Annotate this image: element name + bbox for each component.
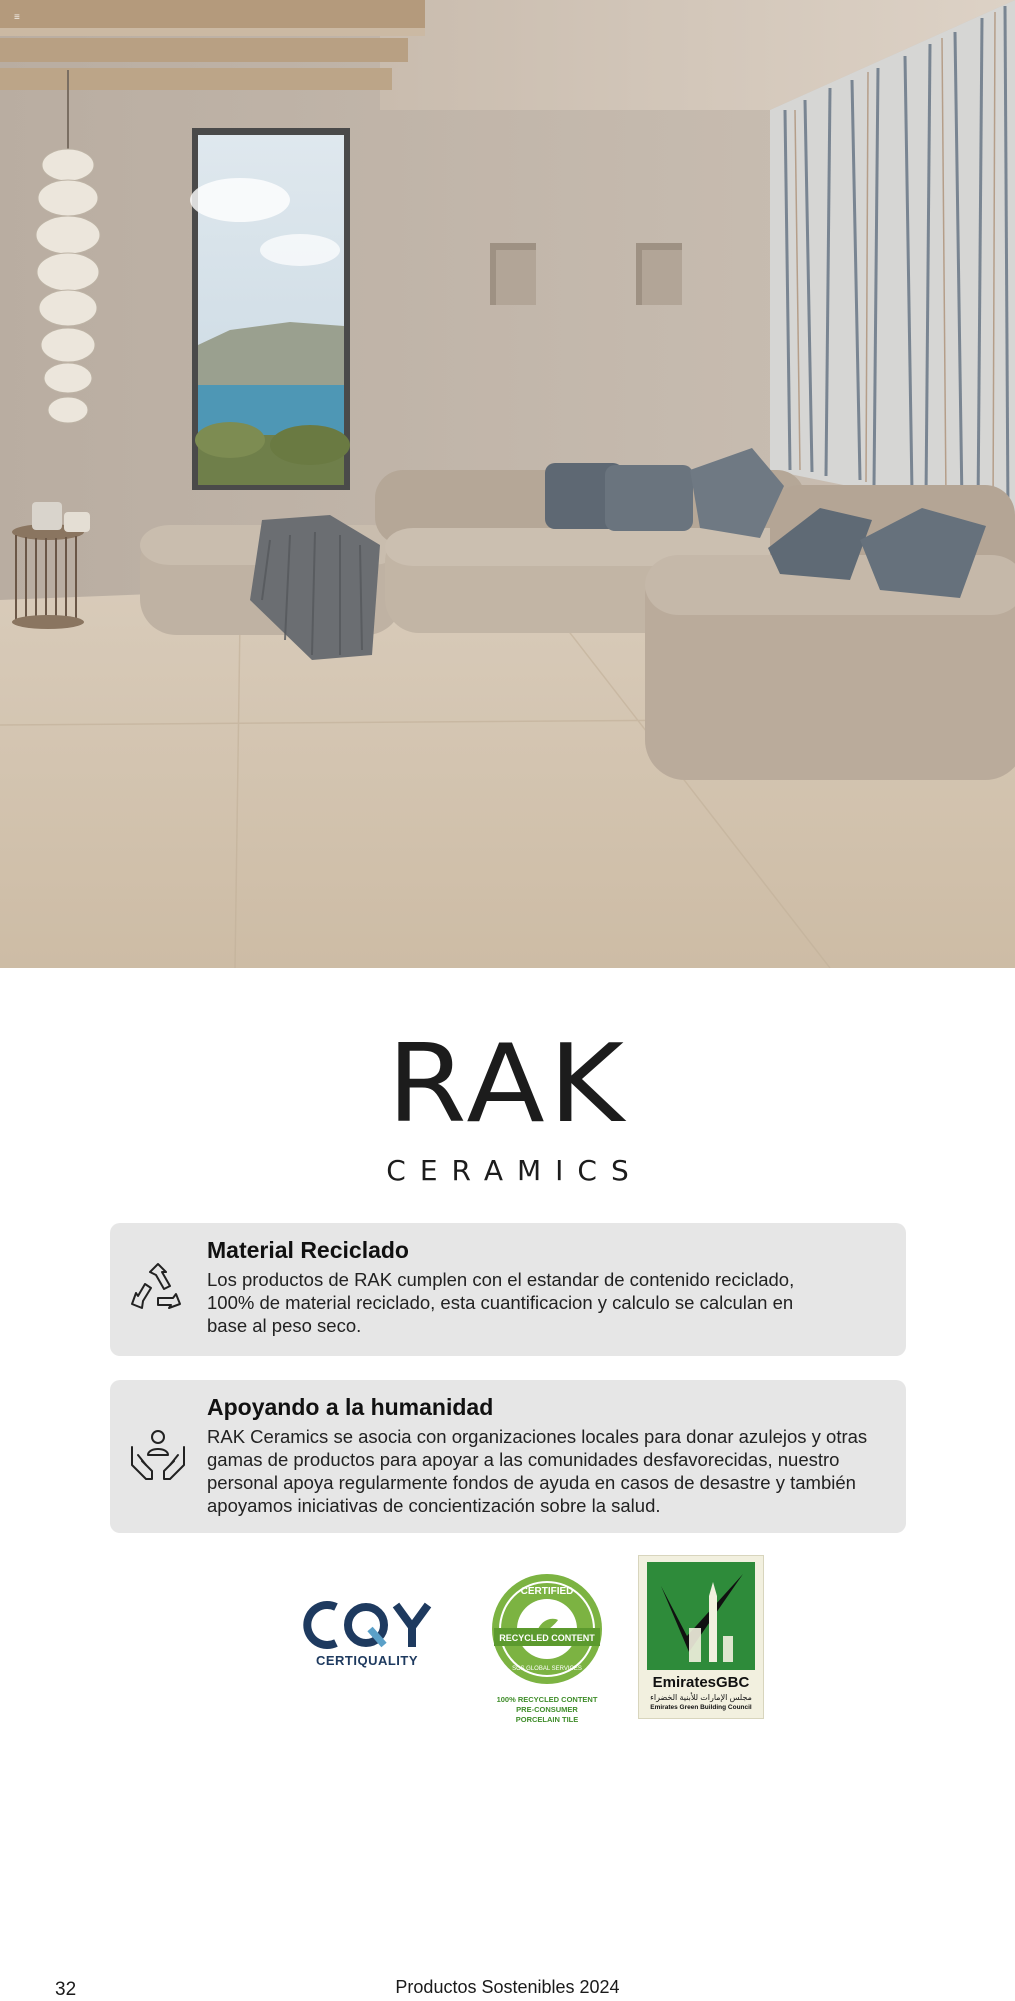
seal-ribbon-text: RECYCLED CONTENT [499,1633,595,1643]
seal-bottom-text: SCS GLOBAL SERVICES [512,1666,582,1672]
brand-logo [0,1022,1015,1187]
recycled-seal-graphic [488,1570,606,1688]
recycled-content-seal [488,1570,606,1725]
certiquality-name: CERTIQUALITY [315,1653,419,1668]
feature-title: Material Reciclado [207,1237,409,1263]
feature-card-humanity [110,1380,906,1533]
page-number: 32 [55,1979,77,2000]
certiquality-logo [300,1599,434,1668]
cqy-mark [300,1599,434,1651]
feature-card-recycled [110,1223,906,1356]
footer-title: Productos Sostenibles 2024 [395,1977,620,1997]
emirates-gbc-arabic: مجلس الإمارات للأبنية الخضراء [650,1693,752,1702]
feature-text: RAK Ceramics se asocia con organizaciones locales para donar azulejos y otras gamas de productos para apoyar a las comunidades desfavorecidas, nuestro personal apoya regularmente fondos de ayuda en casos de desastre y también apoyamos iniciativas de concientización sobre la salud. [207,1426,868,1516]
seal-caption: PORCELAIN TILE [515,1715,579,1724]
emirates-gbc-graphic [639,1556,763,1674]
seal-top-text: CERTIFIED [520,1586,574,1597]
feature-text: Los productos de RAK cumplen con el estandar de contenido reciclado, 100% de material reciclado, esta cuantificacion y calculo se calculan en base al peso seco. [207,1269,795,1336]
emirates-gbc-logo [638,1555,764,1719]
certification-logos [0,1555,1015,1725]
recycle-icon [128,1260,188,1320]
hands-person-icon [128,1425,188,1485]
seal-caption: PRE-CONSUMER [516,1705,578,1714]
seal-caption: 100% RECYCLED CONTENT [496,1695,598,1704]
room-illustration [0,0,1015,968]
menu-icon[interactable]: ≡ [14,12,20,23]
brand-name: RAK [386,1022,629,1147]
brand-subname: CERAMICS [386,1154,643,1187]
hero-image [0,0,1015,968]
feature-title: Apoyando a la humanidad [207,1394,494,1420]
emirates-gbc-word: EmiratesGBC [652,1674,750,1691]
emirates-gbc-english: Emirates Green Building Council [650,1704,752,1711]
